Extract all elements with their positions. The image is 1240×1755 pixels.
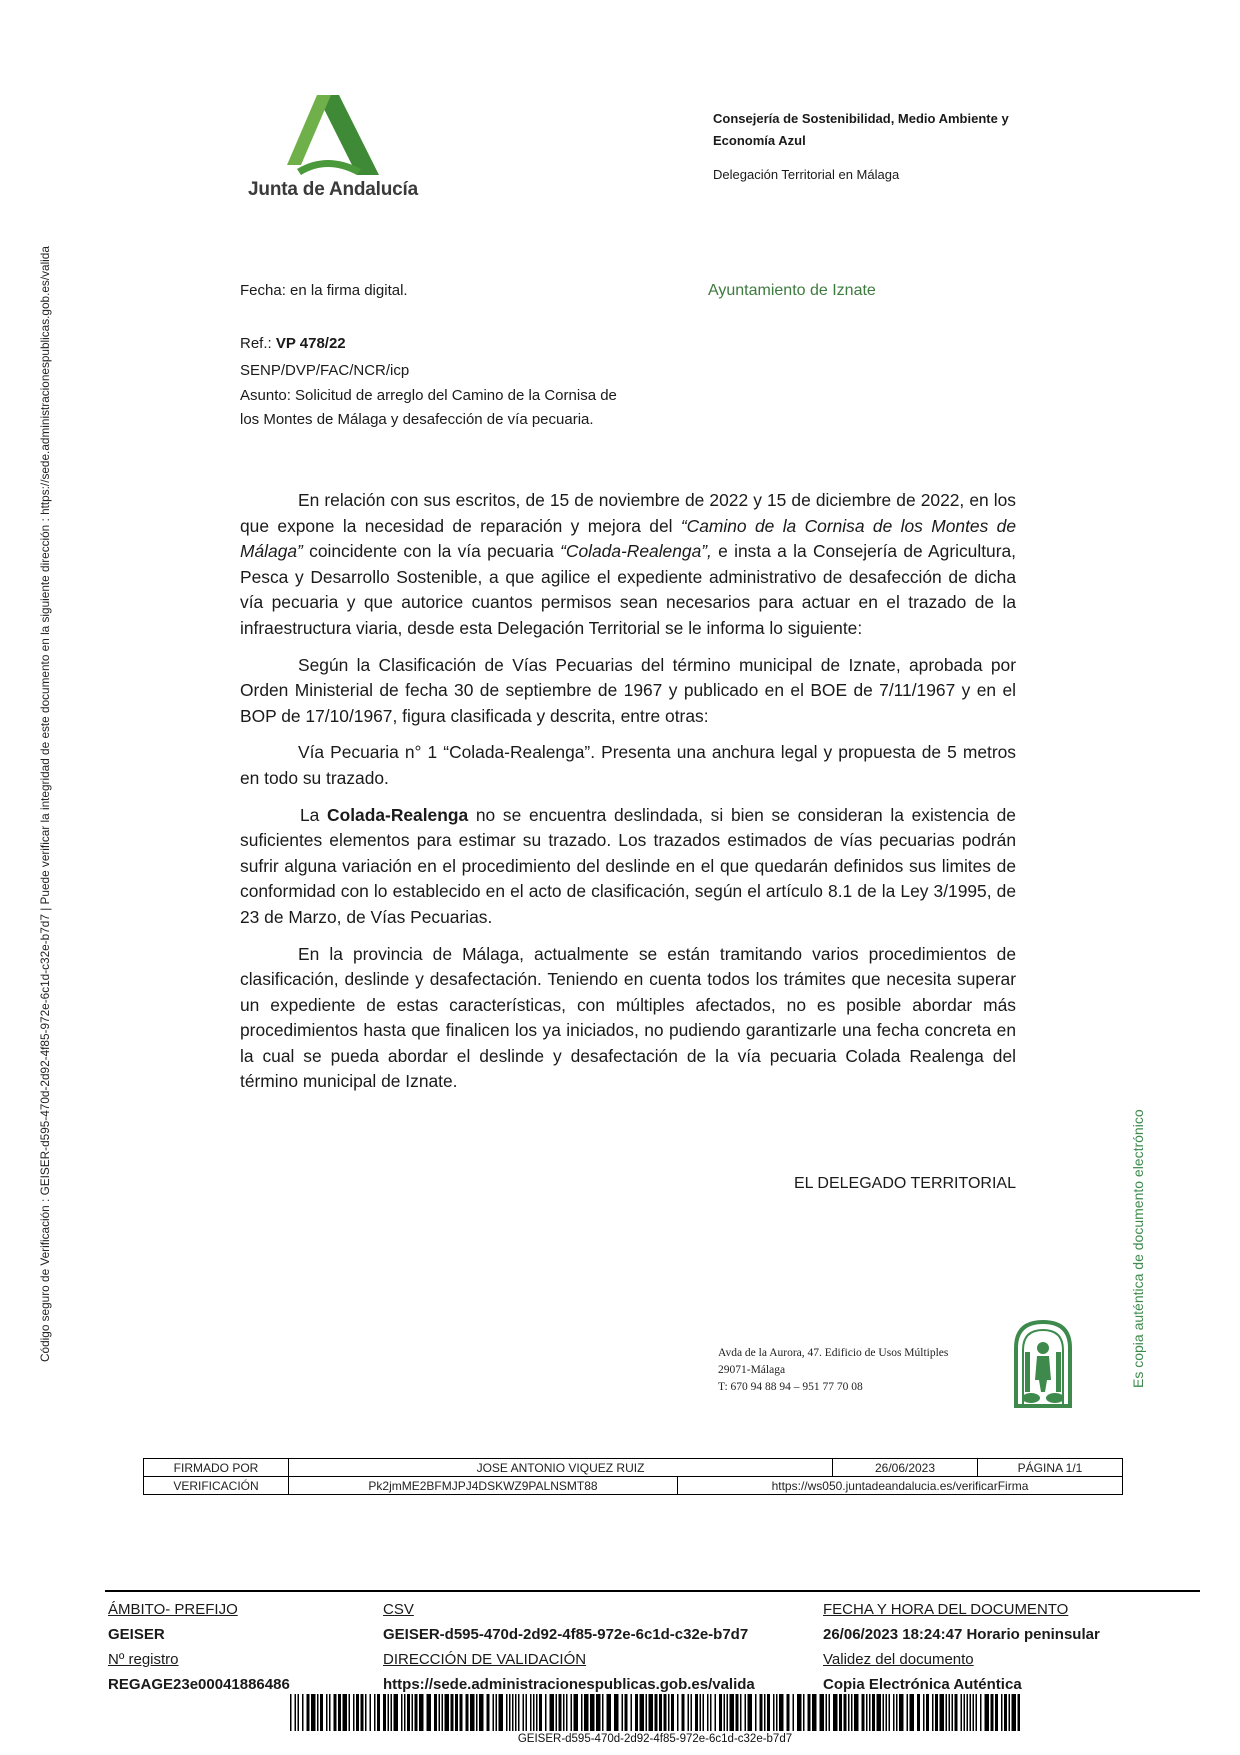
signed-by-label: FIRMADO POR — [144, 1459, 289, 1477]
reference-line — [240, 330, 660, 357]
table-row — [144, 1477, 1123, 1495]
andalucia-crest-icon — [1010, 1318, 1076, 1410]
direccion-label: DIRECCIÓN DE VALIDACIÓN — [383, 1651, 587, 1668]
table-row — [144, 1459, 1123, 1477]
paragraph-2: Según la Clasificación de Vías Pecuarias del término municipal de Iznate, aprobada por Orden Ministerial de fecha 30 de septiembre de 1967 y publicado en el BOE de 7/11/1967 y en el BOP de 17/10/1967, figura clasificada y descrita, entre otras: — [240, 654, 1016, 726]
signature-date: 26/06/2023 — [833, 1459, 978, 1477]
verification-label: VERIFICACIÓN — [144, 1477, 289, 1495]
validez-value: Copia Electrónica Auténtica — [823, 1676, 1022, 1693]
address-block — [718, 1345, 948, 1396]
page-number: PÁGINA 1/1 — [978, 1459, 1123, 1477]
paragraph-5: En la provincia de Málaga, actualmente se están tramitando varios procedimientos de clasificación, deslinde y desafectación. Teniendo en cuenta todos los trámites que necesita superar un expediente de estas características, con múltiples afectados, no es posible abordar más procedimientos hasta que finalicen los ya iniciados, no pudiendo garantizarle una fecha concreta en la cual se pueda abordar el deslinde y desafectación de la vía pecuaria Colada Realenga del término municipal de Iznate. — [240, 943, 1016, 1092]
paragraph-4 — [240, 803, 1016, 931]
junta-logo — [238, 95, 428, 205]
p1-text-c: e insta a la Consejería de Agricultura, Pesca y Desarrollo Sostenible, a que agilice el expediente administrativo de desafección de dicha vía pecuaria y que autorice cuantos permisos sean necesarios para actuar en el trazado de la infraestructura viaria, desde esta Delegación Territorial se le informa lo siguiente: — [240, 541, 1016, 638]
reference-label: Ref.: — [240, 335, 276, 352]
fecha-doc-value: 26/06/2023 18:24:47 Horario peninsular — [823, 1626, 1100, 1643]
registro-label: Nº registro — [108, 1651, 179, 1668]
p4-text-c: no se encuentra deslindada, si bien se consideran la existencia de suficientes elementos para estimar su trazado. Los trazados estimados de vías pecuarias podrán sufrir alguna variación en el procedimiento del deslinde en el que quedarán definidos sus limites de conformidad con lo establecido en el acto de clasificación, según el artículo 8.1 de la Ley 3/1995, de 23 de Marzo, de Vías Pecuarias. — [240, 804, 1016, 927]
p1-italic-1: “Camino de la Cornisa de los Montes de Málaga” — [240, 515, 1016, 562]
ambito-value: GEISER — [108, 1626, 165, 1643]
logo-text: Junta de Andalucía — [248, 179, 418, 200]
delegation-name: Delegación Territorial en Málaga — [713, 167, 900, 182]
authentic-copy-vertical-text: Es copia auténtica de documento electrónico — [1130, 1109, 1146, 1388]
signer-name: JOSE ANTONIO VIQUEZ RUIZ — [289, 1459, 833, 1477]
csv-label: CSV — [383, 1601, 414, 1618]
subject-line-1: Asunto: Solicitud de arreglo del Camino de la Cornisa de — [240, 387, 617, 404]
barcode-icon — [290, 1694, 1020, 1731]
letter-body — [240, 488, 1016, 1106]
department-header — [713, 108, 1033, 186]
verification-vertical-text: Código seguro de Verificación : GEISER-d595-470d-2d92-4f85-972e-6c1d-c32e-b7d7 | Puede verificar la integridad de este documento en la siguiente dirección : https://sede.administracionespublicas.gob.es/valida — [38, 246, 52, 1362]
paragraph-3: Vía Pecuaria n° 1 “Colada-Realenga”. Presenta una anchura legal y propuesta de 5 metros en todo su trazado. — [240, 742, 1016, 788]
paragraph-1 — [240, 488, 1016, 642]
address-line-3: T: 670 94 88 94 – 951 77 70 08 — [718, 1381, 863, 1393]
p1-text-a: En relación con sus escritos, de 15 de noviembre de 2022 y 15 de diciembre de 2022, en los que expone la necesidad de reparación y mejora del — [240, 490, 1016, 536]
footer-column-ambito — [108, 1597, 290, 1697]
department-line-1: Consejería de Sostenibilidad, Medio Ambiente y — [713, 111, 1009, 126]
date-line: Fecha: en la firma digital. — [240, 282, 408, 299]
junta-a-icon — [287, 95, 379, 175]
footer-divider — [105, 1590, 1200, 1592]
barcode-text: GEISER-d595-470d-2d92-4f85-972e-6c1d-c32e-b7d7 — [517, 1733, 793, 1745]
subject-line-2: los Montes de Málaga y desafección de vía pecuaria. — [240, 411, 594, 428]
csv-value: GEISER-d595-470d-2d92-4f85-972e-6c1d-c32e-b7d7 — [383, 1626, 749, 1643]
fecha-doc-label: FECHA Y HORA DEL DOCUMENTO — [823, 1601, 1069, 1618]
department-line-2: Economía Azul — [713, 133, 806, 148]
ambito-label: ÁMBITO- PREFIJO — [108, 1601, 238, 1618]
p1-italic-2: “Colada-Realenga”, — [560, 541, 712, 562]
reference-code: SENP/DVP/FAC/NCR/icp — [240, 362, 410, 379]
verification-url: https://ws050.juntadeandalucia.es/verificarFirma — [678, 1477, 1123, 1495]
direccion-value[interactable]: https://sede.administracionespublicas.gob.es/valida — [383, 1676, 755, 1693]
footer-column-csv — [383, 1597, 755, 1697]
signature-table — [143, 1458, 1123, 1495]
registro-value: REGAGE23e00041886486 — [108, 1676, 290, 1693]
reference-value: VP 478/22 — [275, 335, 346, 352]
p1-text-b: coincidente con la vía pecuaria — [302, 541, 561, 562]
validez-label: Validez del documento — [823, 1651, 974, 1668]
address-line-1: Avda de la Aurora, 47. Edificio de Usos Múltiples — [718, 1347, 949, 1359]
p4-text-a: La — [300, 804, 328, 825]
p4-bold: Colada-Realenga — [327, 804, 469, 825]
address-line-2: 29071-Málaga — [718, 1364, 786, 1376]
signer-title: EL DELEGADO TERRITORIAL — [794, 1175, 1016, 1192]
verification-code: Pk2jmME2BFMJPJ4DSKWZ9PALNSMT88 — [289, 1477, 678, 1495]
footer-column-fecha — [823, 1597, 1100, 1697]
reference-block — [240, 330, 660, 432]
recipient: Ayuntamiento de Iznate — [708, 282, 876, 299]
